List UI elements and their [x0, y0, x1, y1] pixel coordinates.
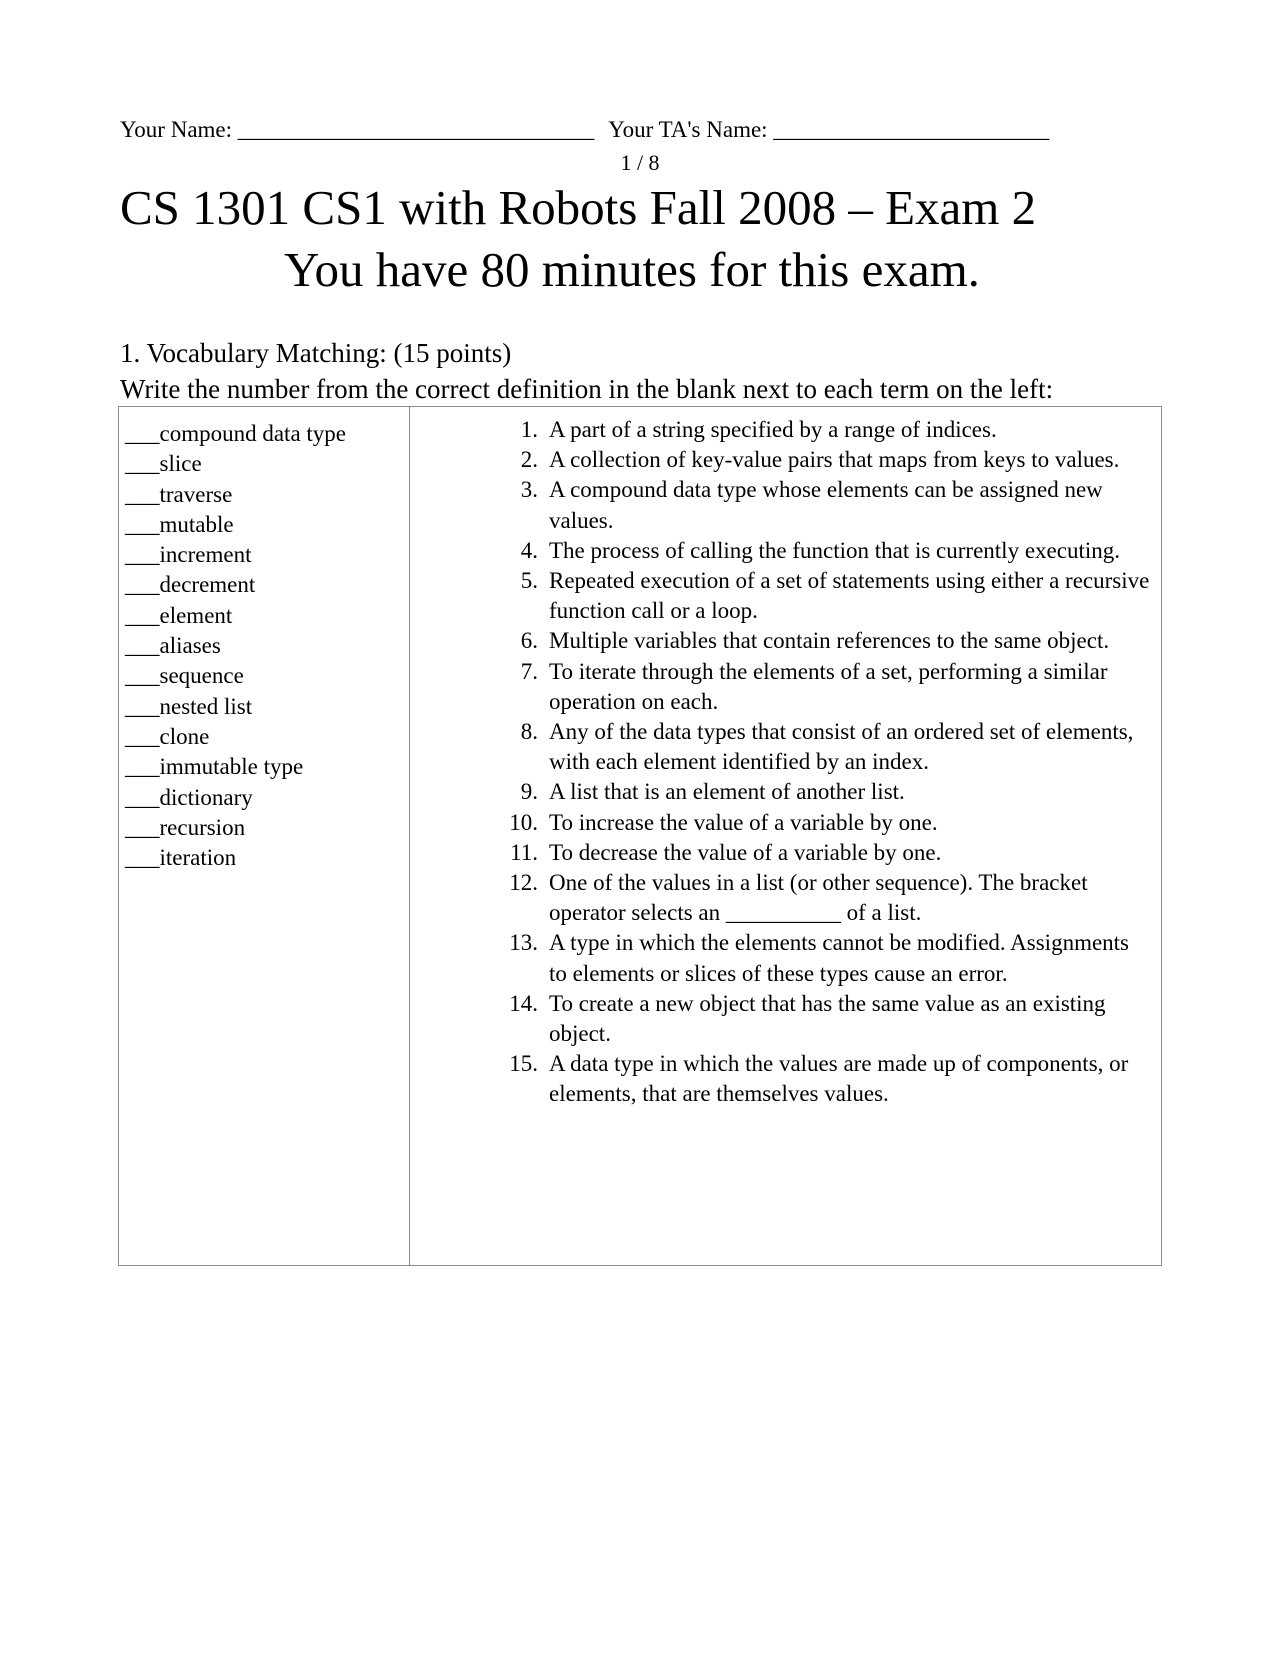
matching-table	[118, 406, 1162, 1266]
term-item[interactable]: ___recursion	[125, 814, 246, 840]
definition-number: 15.	[509, 1051, 538, 1077]
definition-text: To increase the value of a variable by one.	[549, 809, 938, 835]
term-list	[125, 419, 346, 873]
definition-text: A part of a string specified by a range of indices.	[549, 417, 997, 442]
definition-item	[511, 566, 1151, 626]
definition-text: A collection of key-value pairs that maps from keys to values.	[549, 447, 1120, 473]
term-item[interactable]: ___traverse	[125, 481, 233, 507]
definition-text: To decrease the value of a variable by one.	[549, 839, 942, 865]
definition-item	[511, 475, 1151, 535]
definition-item	[511, 868, 1151, 928]
exam-title: CS 1301 CS1 with Robots Fall 2008 – Exam 2	[120, 180, 1037, 235]
definition-number: 11.	[510, 839, 538, 865]
term-item[interactable]: ___decrement	[125, 572, 256, 598]
definition-item	[511, 928, 1151, 988]
definition-item	[511, 989, 1151, 1049]
term-item[interactable]: ___nested list	[125, 693, 253, 719]
definition-text: One of the values in a list (or other sequence). The bracket operator selects an __________ of a list.	[549, 870, 1088, 926]
definition-item	[511, 717, 1151, 777]
definition-number: 3.	[520, 477, 538, 503]
definition-number: 13.	[509, 930, 538, 956]
term-item[interactable]: ___aliases	[125, 633, 221, 659]
term-item[interactable]: ___compound data type	[125, 421, 347, 446]
definition-item	[511, 536, 1151, 566]
definition-text: To iterate through the elements of a set, performing a similar operation on each.	[549, 658, 1108, 714]
definition-number: 12.	[509, 870, 538, 896]
exam-subtitle: You have 80 minutes for this exam.	[284, 242, 980, 297]
definition-list	[511, 415, 1151, 1110]
term-item[interactable]: ___dictionary	[125, 784, 253, 810]
definition-number: 7.	[520, 658, 538, 684]
definition-item	[511, 1049, 1151, 1109]
definition-text: Repeated execution of a set of statements using either a recursive function call or a loop.	[549, 568, 1150, 624]
term-item[interactable]: ___slice	[125, 451, 202, 477]
definition-text: A type in which the elements cannot be modified. Assignments to elements or slices of these types cause an error.	[549, 930, 1130, 986]
term-item[interactable]: ___sequence	[125, 663, 244, 689]
name-header	[120, 118, 1049, 141]
definition-number: 9.	[520, 779, 538, 805]
definition-item	[511, 777, 1151, 807]
definition-number: 8.	[520, 719, 538, 745]
student-name-field[interactable]: Your Name: _______________________________	[120, 117, 595, 142]
definition-number: 1.	[520, 417, 538, 442]
definition-text: To create a new object that has the same value as an existing object.	[549, 990, 1106, 1047]
definition-number: 5.	[520, 568, 538, 594]
definition-item	[511, 808, 1151, 838]
term-item[interactable]: ___immutable type	[125, 754, 304, 780]
ta-name-field[interactable]: Your TA's Name: ________________________	[608, 117, 1050, 142]
term-item[interactable]: ___clone	[125, 723, 210, 749]
definition-text: A list that is an element of another list.	[549, 779, 905, 805]
definition-number: 4.	[520, 537, 538, 563]
page-number: 1 / 8	[620, 150, 660, 175]
definition-text: Multiple variables that contain references to the same object.	[549, 628, 1110, 654]
column-divider	[409, 407, 410, 1265]
definition-item	[511, 445, 1151, 475]
question-heading: 1. Vocabulary Matching: (15 points)	[120, 338, 512, 368]
definition-item	[511, 626, 1151, 656]
definition-text: A data type in which the values are made up of components, or elements, that are themselves values.	[549, 1051, 1129, 1107]
term-item[interactable]: ___mutable	[125, 511, 234, 537]
question-instruction: Write the number from the correct definition in the blank next to each term on the left:	[120, 374, 1054, 404]
term-item[interactable]: ___increment	[125, 542, 252, 568]
definition-text: Any of the data types that consist of an ordered set of elements, with each element identified by an index.	[549, 719, 1134, 775]
definition-item	[511, 415, 1151, 445]
definition-number: 10.	[509, 809, 538, 835]
definition-item	[511, 657, 1151, 717]
term-item[interactable]: ___element	[125, 602, 233, 628]
term-item[interactable]: ___iteration	[125, 845, 237, 871]
definition-item	[511, 838, 1151, 868]
definition-text: The process of calling the function that is currently executing.	[549, 537, 1120, 563]
definition-number: 6.	[520, 628, 538, 654]
definition-number: 2.	[520, 447, 538, 473]
definition-text: A compound data type whose elements can be assigned new values.	[549, 477, 1103, 533]
definition-number: 14.	[509, 990, 538, 1016]
